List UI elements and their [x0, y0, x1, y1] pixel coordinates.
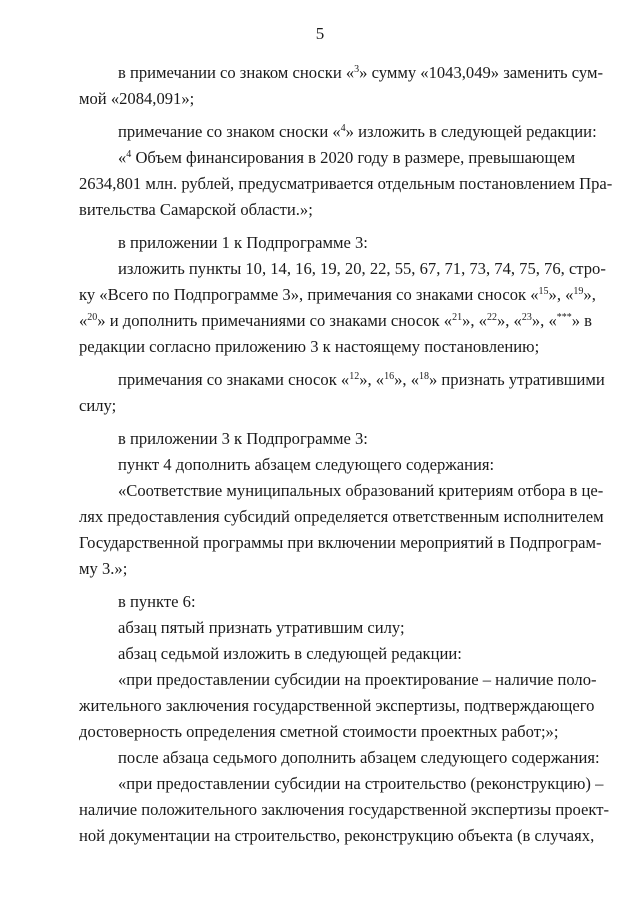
text-run: примечания со знаками сносок « — [118, 370, 350, 389]
text-line — [118, 670, 597, 690]
footnote-mark: 4 — [340, 123, 346, 134]
text-line — [118, 429, 568, 449]
text-line — [79, 174, 613, 194]
text-run: » и дополнить примечаниями со знаками сносок « — [97, 311, 453, 330]
text-line — [118, 63, 604, 83]
text-run: », « — [496, 311, 522, 330]
text-run: Объем финансирования в 2020 году в размере, превышающем — [131, 148, 576, 167]
text-run: после абзаца седьмого дополнить абзацем следующего содержания: — [118, 748, 600, 767]
text-line — [79, 696, 595, 716]
text-run: » признать утратившими — [428, 370, 605, 389]
footnote-mark: 16 — [384, 371, 395, 382]
text-line — [118, 618, 568, 638]
text-line — [79, 507, 604, 527]
text-run: », — [583, 285, 596, 304]
text-run: ку «Всего по Подпрограмме 3», примечания со знаками сносок « — [79, 285, 539, 304]
text-run: » изложить в следующей редакции: — [345, 122, 597, 141]
text-line — [79, 533, 602, 553]
text-run: », « — [394, 370, 419, 389]
text-run: », « — [548, 285, 574, 304]
text-run: » сумму «1043,049» заменить сум- — [359, 63, 604, 82]
text-line — [118, 233, 568, 253]
text-line — [118, 592, 568, 612]
text-line — [79, 559, 568, 579]
text-line — [118, 748, 600, 768]
text-line — [118, 481, 604, 501]
text-run: », « — [359, 370, 385, 389]
footnote-mark: 3 — [354, 64, 360, 75]
text-run: вительства Самарской области.»; — [79, 200, 313, 219]
text-run: в примечании со знаком сноски « — [118, 63, 355, 82]
text-line — [118, 644, 568, 664]
footnote-mark: 15 — [538, 286, 549, 297]
footnote-mark: 18 — [418, 371, 429, 382]
page-number: 5 — [315, 24, 325, 43]
text-run: абзац пятый признать утратившим силу; — [118, 618, 405, 637]
footnote-mark: 21 — [452, 312, 463, 323]
text-run: абзац седьмой изложить в следующей редакции: — [118, 644, 462, 663]
text-run: в пункте 6: — [118, 592, 196, 611]
text-line — [79, 285, 596, 305]
text-run: пункт 4 дополнить абзацем следующего содержания: — [118, 455, 495, 474]
text-run: « — [79, 311, 88, 330]
text-run: ной документации на строительство, реконструкцию объекта (в случаях, — [79, 826, 595, 845]
text-run: в приложении 1 к Подпрограмме 3: — [118, 233, 368, 252]
text-run: му 3.»; — [79, 559, 128, 578]
footnote-mark: 19 — [573, 286, 584, 297]
text-run: «при предоставлении субсидии на строительство (реконструкцию) – — [118, 774, 604, 793]
text-line — [118, 148, 576, 168]
footnote-mark: 20 — [87, 312, 98, 323]
text-line — [118, 122, 597, 142]
text-line — [79, 311, 593, 331]
text-run: достоверность определения сметной стоимости проектных работ;»; — [79, 722, 559, 741]
text-line — [79, 200, 568, 220]
footnote-mark: 23 — [521, 312, 532, 323]
text-run: редакции согласно приложению 3 к настоящему постановлению; — [79, 337, 540, 356]
text-line — [118, 370, 605, 390]
text-line — [118, 455, 568, 475]
footnote-mark: 4 — [126, 149, 132, 160]
text-run: наличие положительного заключения государственной экспертизы проект- — [79, 800, 610, 819]
text-line — [79, 89, 568, 109]
text-run: », « — [531, 311, 557, 330]
text-run: изложить пункты 10, 14, 16, 19, 20, 22, 55, 67, 71, 73, 74, 75, 76, стро- — [118, 259, 606, 278]
text-run: жительного заключения государственной экспертизы, подтверждающего — [79, 696, 595, 715]
text-run: « — [118, 148, 127, 167]
text-line — [79, 826, 595, 846]
text-line — [118, 774, 604, 794]
text-run: Государственной программы при включении мероприятий в Подпрограм- — [79, 533, 602, 552]
text-run: примечание со знаком сноски « — [118, 122, 341, 141]
text-run: «при предоставлении субсидии на проектирование – наличие поло- — [118, 670, 597, 689]
text-run: лях предоставления субсидий определяется ответственным исполнителем — [79, 507, 604, 526]
text-run: » в — [571, 311, 593, 330]
text-line — [118, 259, 606, 279]
text-run: мой «2084,091»; — [79, 89, 195, 108]
footnote-mark: 12 — [349, 371, 360, 382]
text-line — [79, 800, 610, 820]
text-run: 2634,801 млн. рублей, предусматривается отдельным постановлением Пра- — [79, 174, 613, 193]
footnote-mark: *** — [556, 312, 572, 323]
text-run: «Соответствие муниципальных образований критериям отбора в це- — [118, 481, 604, 500]
text-line — [79, 722, 568, 742]
text-run: », « — [462, 311, 487, 330]
text-line — [79, 396, 568, 416]
text-line — [79, 337, 568, 357]
text-run: в приложении 3 к Подпрограмме 3: — [118, 429, 368, 448]
footnote-mark: 22 — [486, 312, 497, 323]
text-run: силу; — [79, 396, 117, 415]
